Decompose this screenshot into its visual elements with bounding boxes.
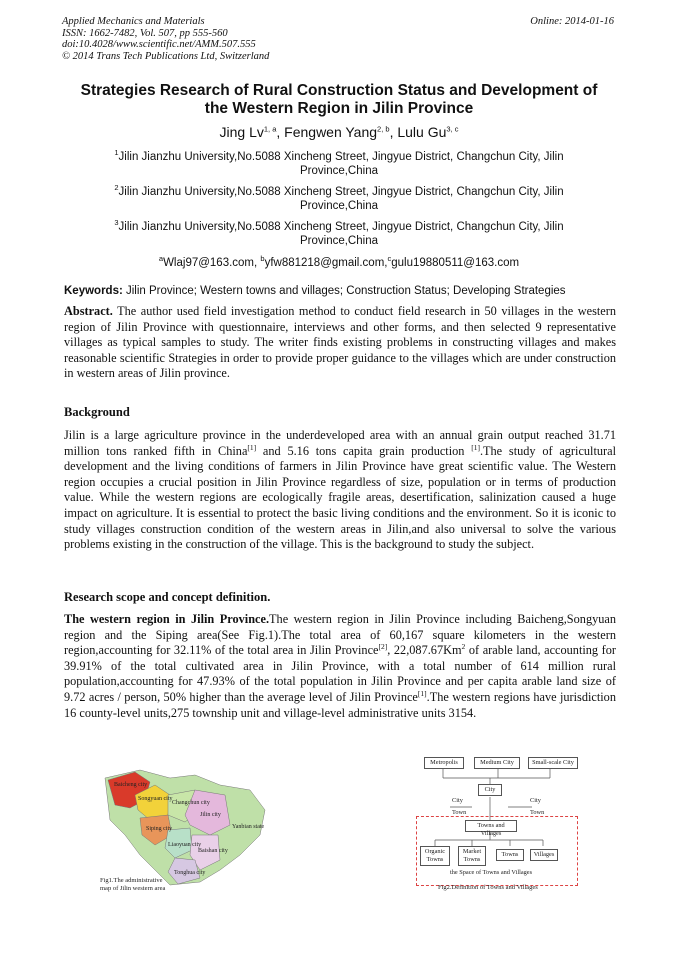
background-paragraph (64, 428, 616, 553)
title-line-1: Strategies Research of Rural Construction Status and Development of (80, 82, 598, 99)
author-name: Fengwen Yang (284, 124, 378, 140)
space-label: the Space of Towns and Villages (450, 869, 533, 876)
scope-paragraph (64, 612, 616, 721)
paragraph-text: .The study of agricultural development and the living conditions of farmers in Jilin Province have great scientific value. The Western region occupies a crucial position in Jilin Province regardless of size, population or in terms of production value. While the western regions are ecologically fragile areas, desertification, salinization caused a huge impact on agriculture. It is essential to protect the basic living conditions and the environment. So it is iconic to study villages construction condition of the western areas in Jilin,and also universal to solve the various problems existing in the construction of the village. This is the background to study the subject. (64, 443, 617, 552)
abstract (64, 304, 616, 382)
market-towns-box: Market Towns (458, 846, 486, 866)
affiliation-line: Jilin Jianzhu University,No.5088 Xincheng Street, Jingyue District, Changchun City, Jilin (118, 186, 564, 198)
keywords-text: Jilin Province; Western towns and villages; Construction Status; Developing Strategies (122, 285, 566, 297)
paragraph-text: , 22,087.67Km (387, 643, 462, 658)
affiliation-line: Province,China (300, 235, 378, 247)
map-label-baishan: Baishan city (198, 848, 228, 854)
copyright-line: © 2014 Trans Tech Publications Ltd, Switzerland (62, 50, 270, 62)
town-left-label: Town (452, 809, 467, 816)
towns-box: Towns (496, 849, 524, 861)
citation[interactable]: [1] (417, 688, 427, 698)
medium-city-box: Medium City (474, 757, 520, 769)
citation[interactable]: [2] (378, 642, 388, 652)
city-left-label: City (452, 797, 463, 804)
citation[interactable]: [1] (471, 442, 480, 452)
author-name: Lulu Gu (397, 124, 447, 140)
online-date: Online: 2014-01-16 (530, 16, 614, 27)
towns-villages-diagram (410, 752, 582, 887)
paragraph-text: of arable land, accounting for 39.91% of the total cultivated area in Jilin Province, with a total number of 614 million rural population,accounting for 47.93% of the total population in Jilin Province and per capita arable land size of 9.72 acres / person, 50% higher than the average level of Jilin Province (64, 643, 616, 704)
email-sup: b (260, 254, 265, 264)
map-label-siping: Siping city (146, 826, 173, 832)
paragraph-text: The western region in Jilin Province including Baicheng,Songyuan region and the Siping area(See Fig.1).The total area of 60,167 square kilometers in the western region,accounting for 32.11% of the total area in Jilin Province (64, 612, 616, 658)
map-label-jilin: Jilin city (200, 812, 221, 818)
affiliation (90, 150, 588, 178)
section-heading-scope: Research scope and concept definition. (64, 590, 271, 604)
author-sup: 3, c (446, 124, 459, 134)
email-link[interactable]: Wlaj97@163.com, (163, 257, 261, 269)
map-label-liaoyuan: Liaoyuan city (168, 842, 202, 848)
map-label-tonghua: Tonghua city (174, 870, 206, 876)
affiliation-sup: 2 (114, 183, 119, 193)
paragraph-text: Jilin is a large agriculture province in the underdeveloped area with an annual grain output reached 31.71 million tons ranked fifth in China (64, 428, 616, 458)
caption-line: map of Jilin western area (100, 884, 166, 892)
organic-towns-box: Organic Towns (420, 846, 450, 866)
metropolis-box: Metropolis (424, 757, 464, 769)
journal-name: Applied Mechanics and Materials (62, 16, 205, 27)
author-sup: 1, a (263, 124, 277, 134)
issn-line: ISSN: 1662-7482, Vol. 507, pp 555-560 (62, 27, 228, 39)
map-label-yanbian: Yanbian state (232, 824, 265, 830)
superscript: 2 (461, 642, 466, 652)
affiliation (90, 185, 588, 213)
town-right-label: Town (530, 809, 545, 816)
affiliation-line: Province,China (300, 200, 378, 212)
affiliation-line: Province,China (300, 165, 378, 177)
citation[interactable]: [1] (247, 442, 257, 452)
publication-header (62, 16, 269, 62)
city-box: City (478, 784, 502, 796)
affiliation (90, 220, 588, 248)
email-sup: c (387, 254, 392, 264)
caption-line: Fig1.The administrative (100, 877, 163, 884)
figure-1-caption (100, 877, 165, 892)
small-city-box: Small-scale City (528, 757, 578, 769)
paragraph-text: .The western regions have jurisdiction 16 county-level units,275 township unit and village-level administrative units 3154. (64, 689, 616, 720)
affiliation-line: Jilin Jianzhu University,No.5088 Xincheng Street, Jingyue District, Changchun City, Jilin (118, 221, 564, 233)
keywords-label: Keywords: (64, 285, 123, 297)
author-list: Jing Lv$^{1, a}$, Fengwen Yang$^{2, b}$, Lulu Gu$^{3, c}$ (219, 124, 459, 140)
villages-box: Villages (530, 849, 558, 861)
paragraph-text: and 5.16 tons capita grain production (256, 443, 472, 458)
map-label-baicheng: Baicheng city (114, 782, 148, 788)
keywords (64, 285, 616, 297)
abstract-label: Abstract. (64, 304, 113, 318)
affiliation-sup: 1 (114, 148, 119, 158)
paragraph-lead: The western region in Jilin Province. (64, 612, 270, 626)
jilin-administrative-map (100, 760, 270, 895)
doi-line: doi:10.4028/www.scientific.net/AMM.507.555 (62, 39, 256, 50)
map-label-changchun: Changchun city (172, 800, 210, 806)
email-sup: a (158, 254, 164, 264)
abstract-text: The author used field investigation method to conduct field research in 50 villages in the western region of Jilin Province with questionnaire, interviews and other forms, and then selected 9 representative villages as typical samples to study. The writer finds existing problems in constructing villages and makes reasonable scientific Strategies in order to provide proper guidance to the villages which are under construction in western areas of Jilin province. (64, 304, 616, 381)
city-right-label: City (530, 797, 541, 804)
affiliation-line: Jilin Jianzhu University,No.5088 Xincheng Street, Jingyue District, Changchun City, Jilin (118, 151, 564, 163)
email-link[interactable]: gulu19880511@163.com (391, 257, 520, 269)
title-line-2: the Western Region in Jilin Province (204, 100, 474, 117)
section-heading-background: Background (64, 405, 130, 419)
affiliation-sup: 3 (114, 218, 119, 228)
author-emails (58, 254, 620, 269)
paper-title (58, 82, 620, 118)
map-label-songyuan: Songyuan city (138, 796, 173, 802)
author-name: Jing Lv (219, 124, 264, 140)
author-sup: 2, b (377, 124, 390, 134)
figure-2-caption: Fig2.Definition of Towns and Villages (438, 884, 538, 891)
towns-villages-box: Towns and Villages (465, 820, 517, 832)
email-link[interactable]: yfw881218@gmail.com, (264, 257, 388, 269)
